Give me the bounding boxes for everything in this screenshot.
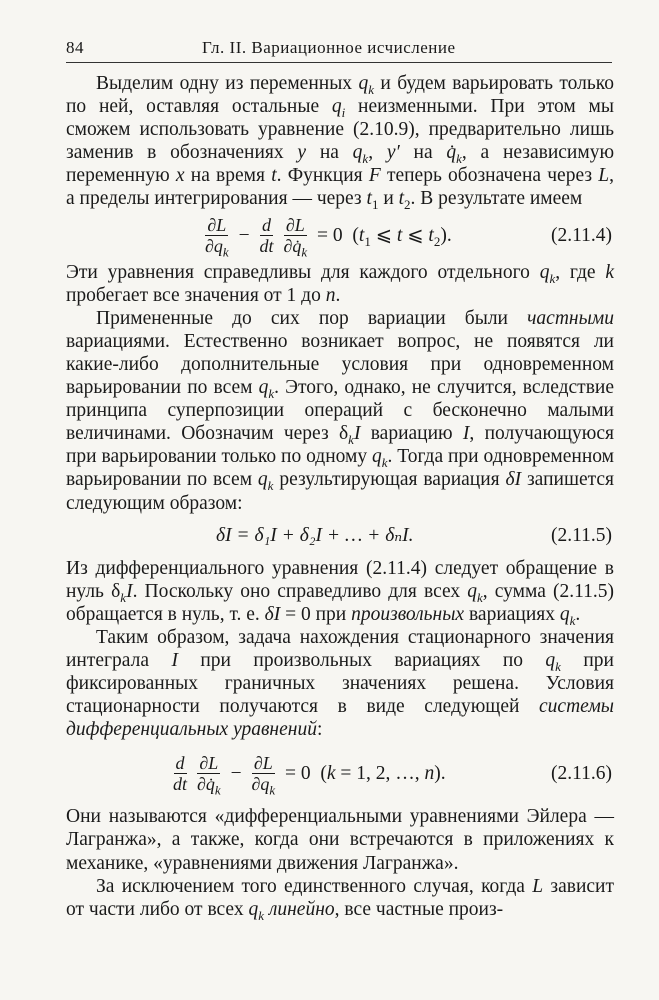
paragraph-3: Примененные до сих пор вариации были частными вариациями. Естественно возникает вопрос, не появятся ли какие-либо дополнительные условия при одновременном варьировании по всем $q_k$. Этого, однако, не случится, вследствие принципа суперпозиции операций с бесконечно малыми величинами. Обозначим через $\delta_kI$ вариацию I, получающуюся при варьировании только по одному $q_k$. Тогда при одновременном варьировании по всем $q_k$ результирующая вариация δI запишется следующим образом: (66, 307, 615, 514)
equation-label-2-11-4: (2.11.4) (550, 225, 612, 247)
paragraph-6: Они называются «дифференциальными уравнениями Эйлера — Лагранжа», а также, когда они встречаются в приложениях к механике, «уравнениями движения Лагранжа». (66, 806, 614, 874)
equation-2-11-5 (66, 515, 614, 557)
paragraph-4: Из дифференциального уравнения (2.11.4) следует обращение в нуль $\delta_kI$. Поскольку оно справедливо для всех $q_k$, сумма (2.11.5) обращается в нуль, т. е. δI = 0 при произвольных вариациях $q_k$. (66, 557, 614, 628)
page-number: 84 (66, 38, 84, 57)
equation-label-2-11-5: (2.11.5) (550, 525, 612, 547)
paragraph-1: Выделим одну из переменных $q_k$ и будем варьировать только по ней, оставляя остальные $q_i$ неизменными. При этом мы сможем использовать уравнение (2.10.9), предварительно лишь заменив в обозначениях y на $q_k$, y′ на $q̇_k$, а независимую переменную x на время t. Функция F теперь обозначена через L, а пределы интегрирования — через $t_1$ и $t_2$. В результате имеем (66, 73, 615, 213)
equation-2-11-6 (66, 741, 614, 805)
equation-2-11-6-body: $\frac{d}{dt}$ $\frac{\partial L}{\partial q̇_k}$ − $\frac{\partial L}{\partial q_k}$ = 0 (k = 1, 2, …, n). (173, 752, 446, 798)
header-rule (66, 62, 612, 63)
running-header (66, 38, 612, 62)
equation-2-11-4-body: $\frac{\partial L}{\partial q_k}$ − $\frac{d}{dt}$ $\frac{\partial L}{\partial q̇_k}$ = 0 ($t_1$ ⩽ t ⩽ $t_2$). (205, 215, 452, 260)
paragraph-2: Эти уравнения справедливы для каждого отдельного $q_k$, где k пробегает все значения от 1 до n. (66, 261, 614, 306)
paragraph-7: За исключением того единственного случая, когда L зависит от части либо от всех $q_k$ линейно, все частные произ- (66, 875, 614, 923)
equation-label-2-11-6: (2.11.6) (550, 762, 612, 784)
page-body (66, 72, 614, 921)
paragraph-5: Таким образом, задача нахождения стационарного значения интеграла I при произвольных вариациях по $q_k$ при фиксированных граничных значениях решена. Условия стационарности получаются в виде следующей системы дифференциальных уравнений: (66, 626, 614, 741)
equation-2-11-5-body: δI = δ₁I + δ₂I + … + δₙI. (216, 525, 414, 547)
equation-2-11-4 (66, 211, 614, 261)
chapter-title: Гл. II. Вариационное исчисление (202, 38, 456, 57)
